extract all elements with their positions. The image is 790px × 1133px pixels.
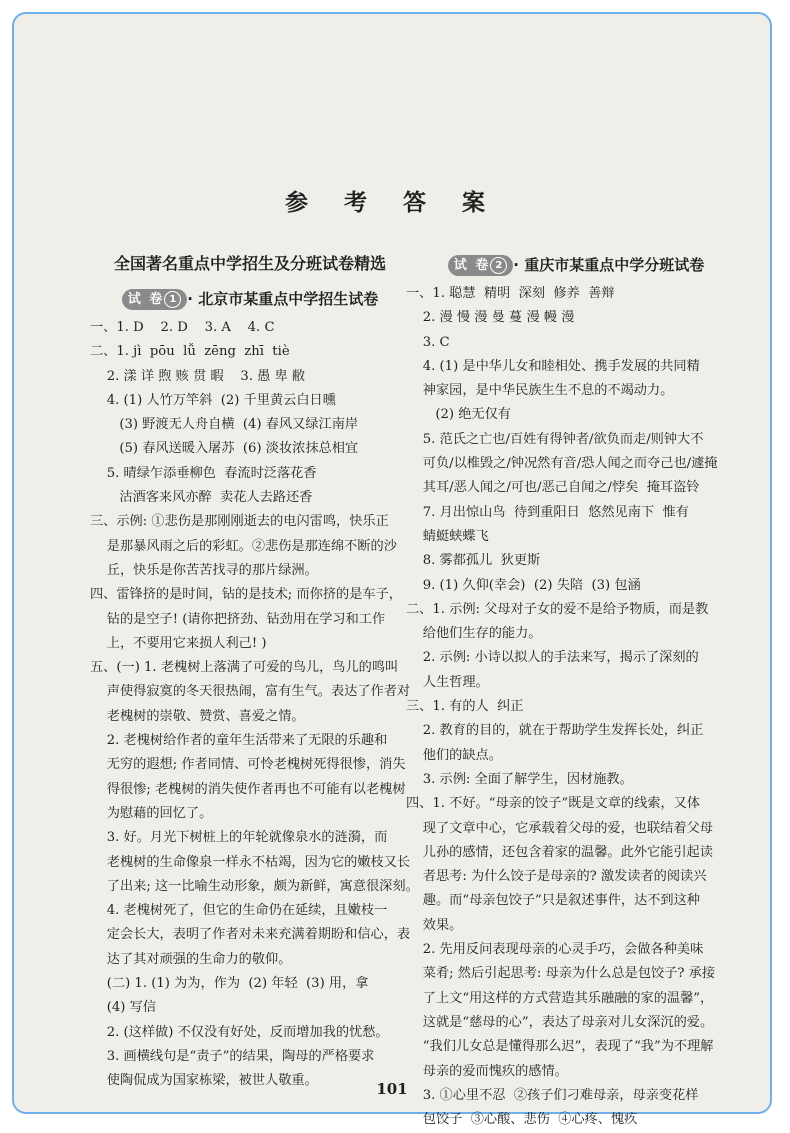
paper-name: · 北京市某重点中学招生试卷 xyxy=(187,290,379,308)
answer-line: 蜻蜓蛱蝶飞 xyxy=(406,528,489,544)
answer-line: 5. 晴绿乍添垂柳色 春流时泛落花香 xyxy=(90,465,317,481)
page-title: 参 考 答 案 xyxy=(284,190,500,216)
answer-line: 他们的缺点。 xyxy=(406,747,502,763)
answer-line: 得很惨; 老槐树的消失使作者再也不可能有以老槐树 xyxy=(90,781,406,797)
answer-line: 2. 教育的目的，就在于帮助学生发挥长处，纠正 xyxy=(406,723,704,739)
answer-line: 7. 月出惊山鸟 待到重阳日 悠然见南下 惟有 xyxy=(406,504,689,520)
answer-line: 4. (1) 是中华儿女和睦相处、携手发展的共同精 xyxy=(406,358,700,374)
answer-line: 3. 好。月光下树桩上的年轮就像泉水的涟漪，而 xyxy=(90,830,388,846)
left-column xyxy=(90,246,419,1094)
answer-line: 了上文“用这样的方式营造其乐融融的家的温馨”， xyxy=(406,990,714,1006)
page-number: 101 xyxy=(376,1080,408,1098)
answer-line: 2. 漫 慢 漫 曼 蔓 漫 幔 漫 xyxy=(406,310,575,326)
paper-heading-1 xyxy=(90,282,410,316)
section-title: 全国著名重点中学招生及分班试卷精选 xyxy=(113,254,386,273)
answer-line: 老槐树的生命像泉一样永不枯竭，因为它的嫩枝又长 xyxy=(90,854,411,870)
answer-line: “我们儿女总是懂得那么迟”，表现了“我”为不理解 xyxy=(406,1039,714,1055)
answer-line: (5) 春风送暖入屠苏 (6) 淡妆浓抹总相宜 xyxy=(90,441,359,457)
answer-line: 使陶侃成为国家栋梁，被世人敬重。 xyxy=(90,1073,318,1089)
answer-line: 2. 漾 详 煦 赅 贯 暇 3. 愚 卑 敝 xyxy=(90,368,306,384)
answer-line: 8. 雾都孤儿 狄更斯 xyxy=(406,553,541,569)
answer-line: 是那暴风雨之后的彩虹。②悲伤是那连绵不断的沙 xyxy=(90,538,397,554)
answer-line: 趣。而“母亲包饺子”只是叙述事件，达不到这种 xyxy=(406,893,700,909)
answer-line: 沽酒客来风亦醉 卖花人去路还香 xyxy=(90,490,313,506)
answer-line: 人生哲理。 xyxy=(406,674,489,690)
answer-line: 达了其对顽强的生命力的敬仰。 xyxy=(90,951,292,967)
answer-line: 2. 老槐树给作者的童年生活带来了无限的乐趣和 xyxy=(90,733,388,749)
answer-line: 4. (1) 人竹万竿斜 (2) 千里黄云白日曛 xyxy=(90,392,336,408)
answer-line: 四、1. 不好。“母亲的饺子”既是文章的线索，又体 xyxy=(406,796,701,812)
answer-line: 三、1. 有的人 纠正 xyxy=(406,699,524,715)
page-frame xyxy=(12,12,772,1128)
answer-line: 4. 老槐树死了，但它的生命仍在延续，且嫩枝一 xyxy=(90,903,388,919)
answer-line: (3) 野渡无人舟自横 (4) 春风又绿江南岸 xyxy=(90,417,359,433)
paper-badge: 试 卷 1 xyxy=(122,289,188,310)
answer-line: 3. C xyxy=(406,334,450,350)
answer-line: 二、1. 示例: 父母对子女的爱不是给予物质，而是教 xyxy=(406,601,709,617)
paper-badge: 试 卷 2 xyxy=(448,255,514,276)
answer-line: (4) 写信 xyxy=(90,1000,157,1016)
answer-line: 钻的是空子! (请你把挤劲、钻劲用在学习和工作 xyxy=(90,611,386,627)
answer-line: 效果。 xyxy=(406,917,463,933)
answer-line: 2. (这样做) 不仅没有好处，反而增加我的忧愁。 xyxy=(90,1024,389,1040)
answer-line: 一、1. D 2. D 3. A 4. C xyxy=(90,320,275,335)
answer-list-right xyxy=(406,282,746,1132)
answer-line: 其耳/恶人闻之/可也/恶己自闻之/悖矣 掩耳盗铃 xyxy=(406,480,700,496)
answer-line: 声使得寂寞的冬天很热闹，富有生气。表达了作者对 xyxy=(90,684,411,700)
answer-line: 四、雷锋挤的是时间，钻的是技术; 而你挤的是车子， xyxy=(90,587,402,603)
answer-line: 三、示例: ①悲伤是那刚刚逝去的电闪雷鸣，快乐正 xyxy=(90,514,389,530)
right-column xyxy=(406,246,746,1132)
answer-line: 五、(一) 1. 老槐树上落满了可爱的鸟儿，鸟儿的鸣叫 xyxy=(90,660,399,676)
answer-line: 3. ①心里不忍 ②孩子们刁难母亲，母亲变花样 xyxy=(406,1087,699,1103)
answer-line: 上，不要用它来损人利己! ) xyxy=(90,635,267,651)
answer-line: 二、1. jì pōu lǚ zēng zhī tiè xyxy=(90,344,290,360)
answer-line: 了出来; 这一比喻生动形象，颇为新鲜，寓意很深刻。 xyxy=(90,878,419,894)
answer-line: 包饺子 ③心酸、悲伤 ④心疼、愧疚 xyxy=(406,1112,638,1128)
answer-line: 可负/以椎毁之/钟况然有音/恐人闻之而夺己也/遽掩 xyxy=(406,456,718,472)
answer-line: 菜肴; 然后引起思考: 母亲为什么总是包饺子? 承接 xyxy=(406,966,716,982)
answer-line: 一、1. 聪慧 精明 深刻 修养 善辩 xyxy=(406,286,615,301)
answer-line: 无穷的遐想; 作者同情、可怜老槐树死得很惨，消失 xyxy=(90,757,406,773)
answer-line: 这就是“慈母的心”，表达了母亲对儿女深沉的爱。 xyxy=(406,1014,714,1030)
answer-line: 者思考: 为什么饺子是母亲的? 激发读者的阅读兴 xyxy=(406,869,707,885)
answer-line: 5. 范氏之亡也/百姓有得钟者/欲负而走/则钟大不 xyxy=(406,431,704,447)
answer-line: 老槐树的崇敬、赞赏、喜爱之情。 xyxy=(90,708,305,724)
answer-line: 儿孙的感情，还包含着家的温馨。此外它能引起读 xyxy=(406,844,713,860)
answer-line: (2) 绝无仅有 xyxy=(406,407,511,423)
answer-line: 神家园，是中华民族生生不息的不竭动力。 xyxy=(406,383,674,399)
answer-line: (二) 1. (1) 为为，作为 (2) 年轻 (3) 用，拿 xyxy=(90,976,369,992)
paper-name: · 重庆市某重点中学分班试卷 xyxy=(513,256,705,274)
answer-line: 母亲的爱而愧疚的感情。 xyxy=(406,1063,568,1079)
answer-line: 2. 示例: 小诗以拟人的手法来写，揭示了深刻的 xyxy=(406,650,699,666)
answer-line: 为慰藉的回忆了。 xyxy=(90,805,213,821)
answer-line: 3. 示例: 全面了解学生，因材施教。 xyxy=(406,771,633,787)
answer-line: 9. (1) 久仰(幸会) (2) 失陪 (3) 包涵 xyxy=(406,577,641,593)
answer-line: 给他们生存的能力。 xyxy=(406,626,542,642)
answer-line: 现了文章中心，它承载着父母的爱，也联结着父母 xyxy=(406,820,713,836)
answer-list-left xyxy=(90,316,419,1094)
answer-line: 丘，快乐是你苦苦找寻的那片绿洲。 xyxy=(90,562,318,578)
answer-line: 定会长大，表明了作者对未来充满着期盼和信心，表 xyxy=(90,927,411,943)
answer-line: 2. 先用反问表现母亲的心灵手巧，会做各种美味 xyxy=(406,942,704,958)
answer-line: 3. 画横线句是“责子”的结果，陶母的严格要求 xyxy=(90,1048,375,1064)
paper-heading-2 xyxy=(406,248,746,282)
